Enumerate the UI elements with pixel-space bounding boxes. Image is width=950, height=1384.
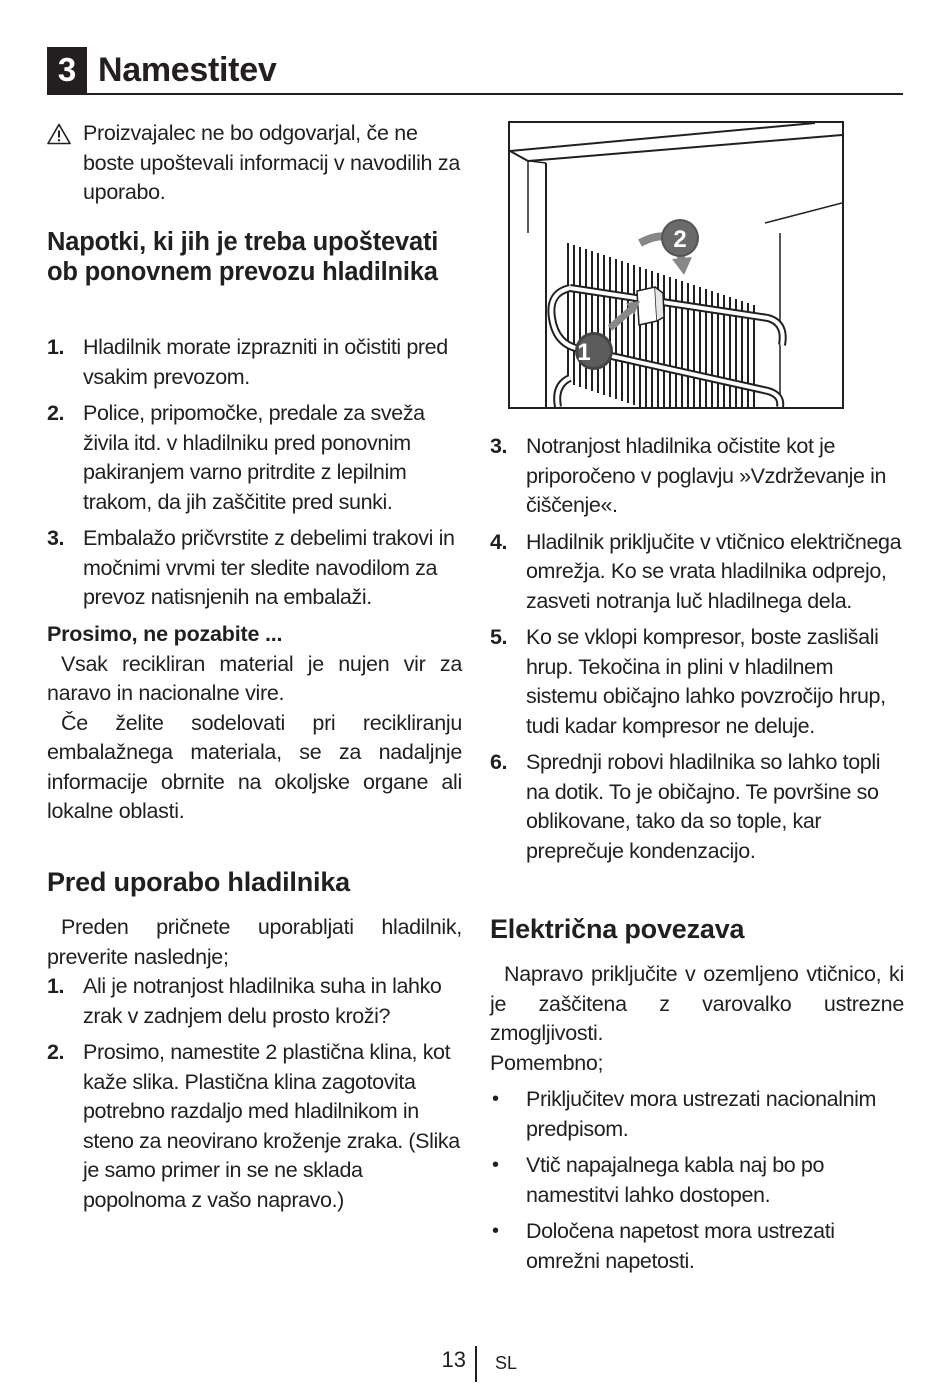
- list-item-number: 6.: [490, 750, 508, 774]
- list-item: [47, 1038, 462, 1215]
- electrical-heading: Električna povezava: [490, 914, 745, 944]
- list-item-text: Hladilnik priključite v vtičnico električnega omrežja. Ko se vrata hladilnika odprejo, zasveti notranja luč hladilnega dela.: [526, 529, 902, 613]
- list-item-text: Vtič napajalnega kabla naj bo po namestitvi lahko dostopen.: [526, 1153, 824, 1207]
- chapter-title: Namestitev: [98, 51, 277, 89]
- list-item-number: 3.: [47, 526, 65, 550]
- list-item-text: Police, pripomočke, predale za sveža živila itd. v hladilniku pred ponovnim pakiranjem varno pritrdite z lepilnim trakom, da jih zaščitite pred sunki.: [83, 401, 425, 514]
- electrical-intro: Napravo priključite v ozemljeno vtičnico, ki je zaščitena z varovalko ustrezne zmogljivosti.: [490, 962, 904, 1045]
- list-item-text: Ali je notranjost hladilnika suha in lahko zrak v zadnjem delu prosto kroži?: [83, 974, 442, 1028]
- remember-paragraph-1: Vsak recikliran material je nujen vir za naravo in nacionalne vire.: [47, 651, 462, 705]
- bullet-icon: •: [492, 1220, 499, 1242]
- list-item: [47, 972, 462, 1031]
- right-list: [490, 432, 904, 866]
- list-item: [47, 399, 462, 517]
- list-item-text: Ko se vklopi kompresor, boste zaslišali hrup. Tekočina in plini v hladilnem sistemu običajno lahko povzročijo hrup, tudi kadar kompresor ne deluje.: [526, 625, 886, 738]
- list-item-text: Priključitev mora ustrezati nacionalnim predpisom.: [526, 1087, 877, 1141]
- list-item: [490, 748, 904, 866]
- figure-label-2: 2: [673, 226, 687, 253]
- spacer-installation-illustration: [510, 123, 842, 407]
- before-use-heading: Pred uporabo hladilnika: [47, 867, 350, 897]
- list-item-text: Določena napetost mora ustrezati omrežni napetosti.: [526, 1219, 835, 1273]
- electrical-section: [490, 913, 904, 945]
- warning-triangle-icon: [47, 123, 71, 145]
- remember-label: Prosimo, ne pozabite ...: [47, 622, 283, 646]
- bullet-icon: •: [492, 1088, 499, 1110]
- list-item-text: Embalažo pričvrstite z debelimi trakovi in močnimi vrvmi ter sledite navodilom za prevoz natisnjenih na embalaži.: [83, 526, 455, 609]
- figure-label-1: 1: [577, 339, 591, 366]
- list-item-number: 2.: [47, 1040, 65, 1064]
- warning-text: Proizvajalec ne bo odgovarjal, če ne boste upoštevali informacij v navodilih za uporabo.: [83, 121, 460, 204]
- electrical-body: [490, 960, 904, 1276]
- list-item-text: Prosimo, namestite 2 plastična klina, kot kaže slika. Plastična klina zagotovita potrebno razdaljo med hladilnikom in steno za neovirano kroženje zraka. (Slika je samo primer in se ne sklada popolnoma z vašo napravo.): [83, 1040, 460, 1212]
- transport-section: [47, 228, 462, 287]
- list-item: [490, 1085, 904, 1144]
- list-item-number: 2.: [47, 401, 65, 425]
- chapter-header: [47, 47, 903, 95]
- warning-note: [47, 119, 462, 208]
- list-item-text: Sprednji robovi hladilnika so lahko topli na dotik. To je običajno. Te površine so oblikovane, tako da so tople, kar preprečuje kondenzacijo.: [526, 750, 881, 863]
- list-item-number: 5.: [490, 625, 508, 649]
- remember-section: [47, 620, 462, 827]
- transport-heading: Napotki, ki jih je treba upoštevati ob ponovnem prevozu hladilnika: [47, 228, 439, 286]
- list-item-text: Notranjost hladilnika očistite kot je priporočeno v poglavju »Vzdrževanje in čiščenje«.: [526, 434, 887, 517]
- remember-paragraph-2: Če želite sodelovati pri recikliranju embalažnega materiala, se za nadaljnje informacije obrnite na okoljske organe ali lokalne oblasti.: [47, 710, 462, 823]
- list-item-number: 1.: [47, 974, 65, 998]
- spacer-installation-figure: [508, 121, 844, 409]
- list-item: [47, 333, 462, 392]
- list-item-number: 1.: [47, 335, 65, 359]
- bullet-icon: •: [492, 1154, 499, 1176]
- electrical-important: Pomembno;: [490, 1050, 604, 1075]
- list-item-number: 4.: [490, 529, 508, 554]
- before-use-body: [47, 913, 462, 1215]
- list-item: [490, 432, 904, 521]
- page-number: 13: [441, 1347, 466, 1372]
- list-item: [490, 1151, 904, 1210]
- language-code: SL: [495, 1353, 518, 1373]
- before-use-section: [47, 866, 462, 898]
- list-item: [490, 1217, 904, 1276]
- list-item-text: Hladilnik morate izprazniti in očistiti pred vsakim prevozom.: [83, 335, 448, 389]
- list-item-number: 3.: [490, 434, 508, 458]
- chapter-number: 3: [47, 47, 87, 93]
- transport-list: [47, 333, 462, 613]
- list-item: [47, 524, 462, 613]
- list-item: [490, 623, 904, 741]
- list-item: [490, 528, 904, 617]
- footer-divider: [475, 1346, 477, 1382]
- before-use-intro: Preden pričnete uporabljati hladilnik, preverite naslednje;: [47, 915, 462, 969]
